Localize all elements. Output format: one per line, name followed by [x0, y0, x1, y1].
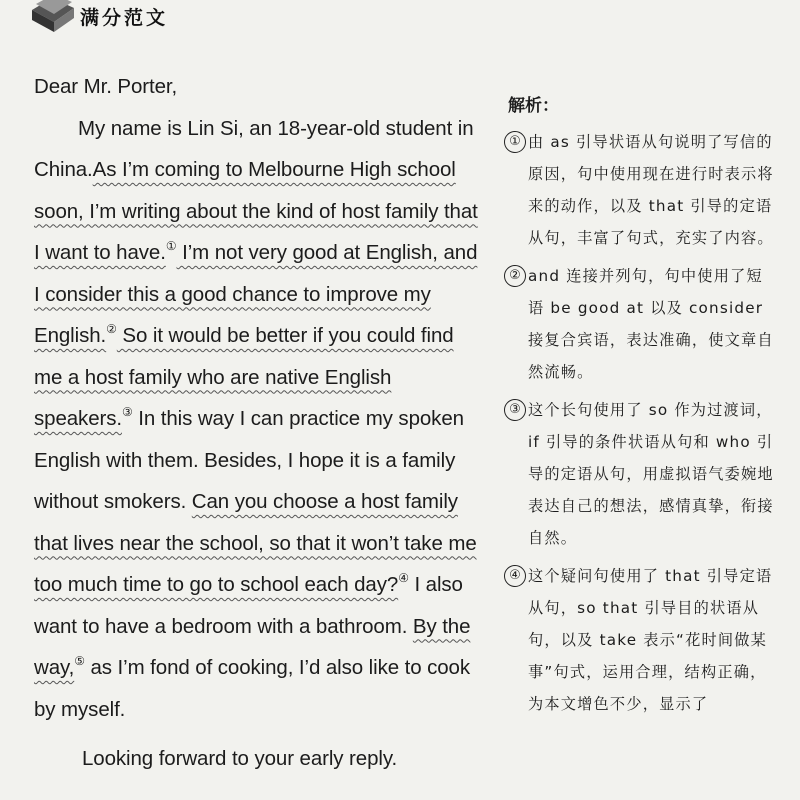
- note-marker-3: ③: [121, 405, 133, 419]
- book-stack-icon: [28, 0, 78, 34]
- underlined-sentence-1: As I’m coming to Melbourne High school soon, I’m writing about the kind of host family that I want to have.: [34, 158, 478, 264]
- body-sentence: as I’m fond of cooking, I’d also like to cook by myself.: [34, 656, 471, 721]
- body-sentence: My name is Lin Si, an 18-year-old student in China.: [34, 116, 474, 181]
- note-text: 由 as 引导状语从句说明了写信的原因，句中使用现在进行时表示将来的动作，以及 that 引导的定语从句，丰富了句式，充实了内容。: [528, 133, 774, 247]
- underlined-sentence-4: Can you choose a host family that lives near the school, so that it won’t take me too much time to go to school each day?: [34, 490, 477, 596]
- note-text: 这个长句使用了 so 作为过渡词，if 引导的条件状语从句和 who 引导的定语从句，用虚拟语气委婉地表达自己的想法，感情真挚，衔接自然。: [528, 401, 774, 547]
- model-letter: [34, 66, 484, 780]
- underlined-sentence-5: By the way,: [34, 614, 471, 679]
- closing-line: Looking forward to your early reply.: [82, 747, 398, 770]
- analysis-panel: [504, 90, 774, 726]
- letter-body: [34, 108, 484, 731]
- salutation: Dear Mr. Porter,: [34, 75, 178, 98]
- note-marker-4: ④: [398, 571, 409, 585]
- note-marker-2: ②: [106, 322, 117, 336]
- note-number: ③: [504, 399, 526, 421]
- analysis-note: [504, 394, 774, 554]
- note-marker-1: ①: [165, 239, 177, 253]
- underlined-sentence-3: So it would be better if you could find me a host family who are native English speakers.: [34, 324, 454, 430]
- analysis-note: [504, 560, 774, 720]
- note-marker-5: ⑤: [74, 654, 85, 668]
- body-sentence: In this way I can practice my spoken English with them. Besides, I hope it is a family without smokers.: [34, 407, 464, 513]
- analysis-note: [504, 126, 774, 254]
- note-text: 这个疑问句使用了 that 引导定语从句，so that 引导目的状语从句，以及 take 表示“花时间做某事”句式，运用合理，结构正确，为本文增色不少，显示了: [528, 567, 773, 713]
- section-header: [0, 0, 800, 40]
- analysis-title: 解析：: [508, 96, 559, 116]
- body-sentence: I also want to have a bedroom with a bathroom.: [34, 573, 463, 638]
- note-number: ①: [504, 131, 526, 153]
- analysis-note: [504, 260, 774, 388]
- underlined-sentence-2: I’m not very good at English, and I consider this a good chance to improve my English.: [34, 241, 478, 347]
- note-text: and 连接并列句，句中使用了短语 be good at 以及 consider 接复合宾语，表达准确，使文章自然流畅。: [528, 267, 774, 381]
- section-title: 满分范文: [80, 7, 169, 29]
- note-number: ④: [504, 565, 526, 587]
- note-number: ②: [504, 265, 526, 287]
